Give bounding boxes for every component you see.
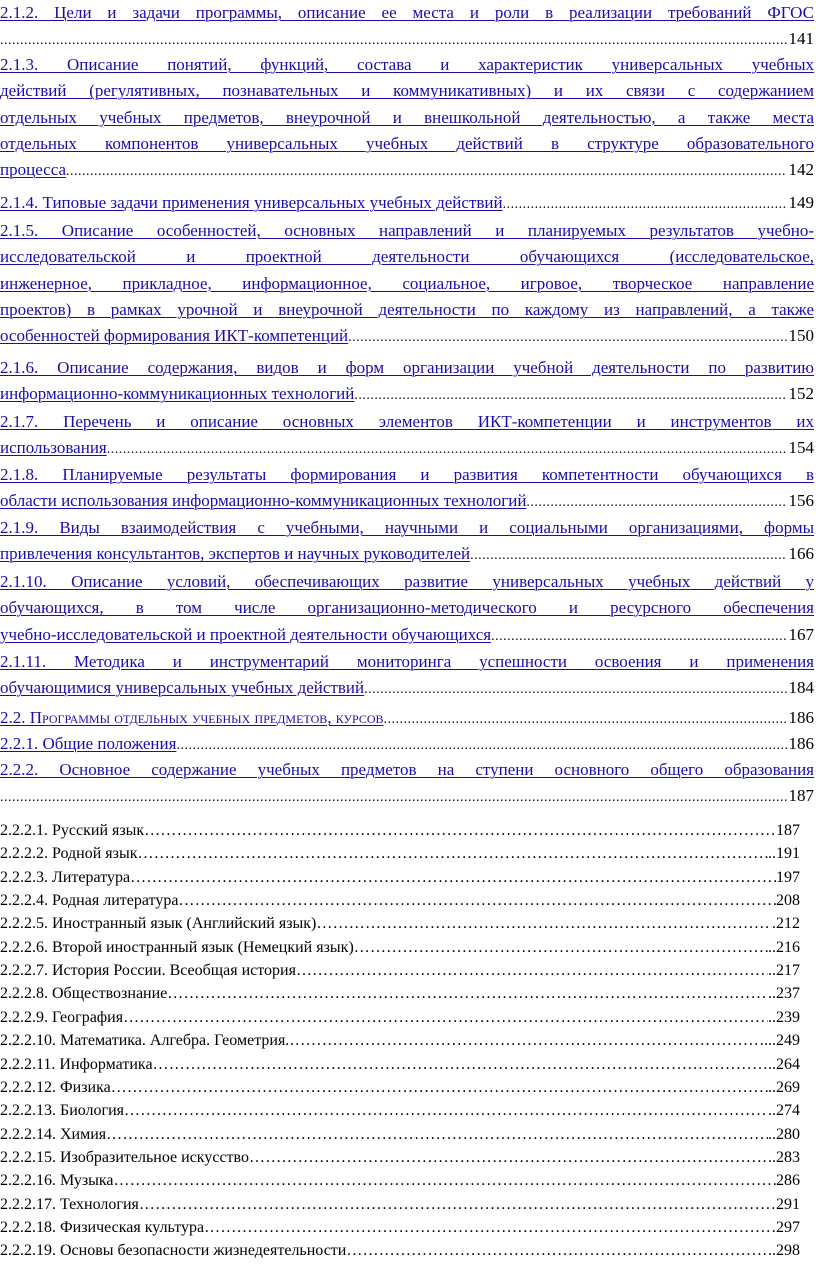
dot-leader: [138, 842, 768, 865]
page-number: 187: [776, 822, 800, 839]
toc-subject-label: 2.2.2.10. Математика. Алгебра. Геометрия.: [0, 1032, 290, 1050]
toc-subject-row: [0, 1193, 800, 1216]
page-number: 156: [788, 491, 814, 511]
toc-subject-row: [0, 1099, 800, 1122]
toc-entry-link[interactable]: [0, 757, 814, 812]
page-number: ..264: [768, 1055, 800, 1073]
toc-subject-label: 2.2.2.15. Изобразительное искусство: [0, 1148, 249, 1166]
page-number: .212: [772, 915, 800, 933]
dot-leader: [66, 159, 786, 185]
page-number: 187: [788, 786, 814, 806]
toc-subject-label: 2.2.2.12. Физика: [0, 1078, 111, 1096]
toc-entry-link[interactable]: [0, 649, 814, 704]
dot-leader: [354, 936, 768, 959]
dot-leader: [139, 1193, 776, 1216]
toc-subject-row: [0, 819, 800, 842]
toc-entry-line[interactable]: отдельных компонентов универсальных учебных действий в структуре образовательного: [0, 133, 814, 153]
toc-subject-label: 2.2.2.5. Иностранный язык (Английский язык): [0, 915, 317, 933]
toc-subject-row: [0, 912, 800, 935]
toc-entry-line[interactable]: 2.2.2. Основное содержание учебных предметов на ступени основного общего образования: [0, 760, 814, 779]
dot-leader: [167, 982, 768, 1005]
page-number: 186: [788, 708, 814, 727]
toc-entry-leader-row: [0, 157, 814, 185]
dot-leader: [348, 325, 786, 351]
dot-leader: [316, 912, 772, 935]
toc-entry-line[interactable]: 2.1.5. Описание особенностей, основных направлений и планируемых результатов учебно-: [0, 221, 814, 240]
toc-subject-label: 2.2.2.9. География: [0, 1008, 124, 1026]
toc-subject-row: [0, 959, 800, 982]
toc-entry-leader-row: [0, 731, 814, 759]
dot-leader: [114, 1169, 776, 1192]
toc-entry-leader-row: [0, 783, 814, 811]
toc-entry-line[interactable]: 2.1.2. Цели и задачи программы, описание ее места и роли в реализации требований ФГОС: [0, 3, 814, 22]
dot-leader: [296, 959, 768, 982]
toc-entry-leader-row: [0, 26, 814, 54]
toc-subject-row: [0, 889, 800, 912]
dot-leader: [0, 785, 787, 811]
toc-subject-row: [0, 1006, 800, 1029]
toc-entry-line[interactable]: 2.1.7. Перечень и описание основных элементов ИКТ-компетенции и инструментов их: [0, 412, 814, 431]
toc-entry-link[interactable]: [0, 462, 814, 517]
toc-entry-title[interactable]: 2.1.4. Типовые задачи применения универсальных учебных действий: [0, 193, 503, 212]
toc-entry-link[interactable]: [0, 515, 814, 570]
page-number: 297: [776, 1218, 800, 1236]
toc-subject-row: [0, 1076, 800, 1099]
toc-entry-leader-row: [0, 435, 814, 463]
page-number: ..280: [768, 1125, 800, 1143]
page-number: ..237: [768, 985, 800, 1003]
toc-entry-line[interactable]: исследовательской и проектной деятельности обучающихся (исследовательское,: [0, 247, 814, 267]
toc-entry-leader-row: [0, 381, 814, 409]
toc-entry-link[interactable]: [0, 52, 814, 185]
dot-leader: [111, 1076, 768, 1099]
toc-entry-title[interactable]: информационно-коммуникационных технологий: [0, 384, 355, 404]
dot-leader: [503, 192, 787, 218]
page-number: 149: [788, 193, 814, 212]
dot-leader: [178, 889, 776, 912]
toc-entry-line[interactable]: 2.1.9. Виды взаимодействия с учебными, научными и социальными организациями, формы: [0, 518, 814, 537]
toc-subject-row: [0, 866, 800, 889]
page-number: 141: [788, 29, 814, 49]
dot-leader: [123, 1006, 768, 1029]
page-number: 166: [788, 544, 814, 564]
toc-subject-label: 2.2.2.1. Русский язык: [0, 822, 145, 839]
dot-leader: [354, 383, 786, 409]
toc-entry-leader-row: [0, 622, 814, 650]
page-number: 184: [788, 678, 814, 698]
toc-subject-label: 2.2.2.18. Физическая культура: [0, 1218, 205, 1236]
toc-subject-label: 2.2.2.14. Химия: [0, 1125, 107, 1143]
toc-subject-label: 2.2.2.13. Биология: [0, 1102, 125, 1120]
toc-entry-leader-row: [0, 705, 814, 733]
dot-leader: [289, 1029, 764, 1052]
dot-leader: [470, 543, 786, 569]
page-number: ..283: [768, 1148, 800, 1166]
dot-leader: [107, 437, 787, 463]
page-number: ..217: [768, 962, 800, 980]
toc-subject-row: [0, 1216, 800, 1239]
dot-leader: [130, 866, 776, 889]
toc-entry-line[interactable]: 2.1.11. Методика и инструментарий мониторинга успешности освоения и применения: [0, 652, 814, 671]
toc-subject-label: 2.2.2.7. История России. Всеобщая история: [0, 962, 296, 980]
toc-entry-link[interactable]: [0, 409, 814, 464]
toc-entry-title[interactable]: процесса: [0, 160, 67, 180]
toc-subject-label: 2.2.2.17. Технология: [0, 1195, 139, 1213]
toc-entry-line[interactable]: проектов) в рамках урочной и внеурочной деятельности по каждому из направлений, а также: [0, 299, 814, 319]
dot-leader: [153, 1053, 768, 1076]
dot-leader: [384, 707, 787, 733]
toc-entry-title[interactable]: 2.2.1. Общие положения: [0, 734, 177, 753]
dot-leader: [124, 1099, 768, 1122]
toc-subject-row: [0, 1029, 800, 1052]
page-number: ..239: [768, 1008, 800, 1026]
toc-subject-row: [0, 936, 800, 959]
dot-leader: [204, 1216, 776, 1239]
toc-entry-link[interactable]: [0, 355, 814, 410]
dot-leader: [144, 819, 776, 842]
toc-entry-title[interactable]: 2.2. Программы отдельных учебных предметов, курсов: [0, 708, 384, 727]
page-number: 154: [788, 438, 814, 458]
page-number: 186: [788, 734, 814, 753]
toc-entry-leader-row: [0, 488, 814, 516]
page-number: 152: [788, 384, 814, 404]
toc-subject-label: 2.2.2.16. Музыка: [0, 1172, 114, 1190]
page-number: 197: [776, 868, 800, 886]
page-number: 208: [776, 892, 800, 910]
toc-entry-leader-row: [0, 190, 814, 218]
toc-entry-title[interactable]: области использования информационно-коммуникационных технологий: [0, 491, 527, 511]
dot-leader: [346, 1239, 768, 1262]
toc-entry-line[interactable]: 2.1.3. Описание понятий, функций, состава и характеристик универсальных учебных: [0, 55, 814, 74]
toc-entry-link[interactable]: [0, 190, 814, 218]
toc-entry-title[interactable]: привлечения консультантов, экспертов и научных руководителей: [0, 544, 471, 564]
toc-subject-label: 2.2.2.11. Информатика: [0, 1055, 153, 1073]
toc-entry-line[interactable]: отдельных учебных предметов, внеурочной и внешкольной деятельностью, а также места: [0, 107, 814, 127]
toc-entry-link[interactable]: [0, 0, 814, 55]
page-number: ..298: [768, 1242, 800, 1260]
toc-entry-leader-row: [0, 323, 814, 351]
dot-leader: [249, 1146, 768, 1169]
page-number: ..216: [768, 938, 800, 956]
toc-entry-line[interactable]: 2.1.10. Описание условий, обеспечивающих развитие универсальных учебных действий у: [0, 572, 814, 591]
toc-subject-row: [0, 1169, 800, 1192]
dot-leader: [0, 28, 787, 54]
dot-leader: [364, 677, 786, 703]
toc-entry-line[interactable]: инженерное, прикладное, информационное, социальное, игровое, творческое направление: [0, 273, 814, 293]
toc-subject-label: 2.2.2.19. Основы безопасности жизнедеятельности: [0, 1242, 347, 1260]
toc-entry-line[interactable]: действий (регулятивных, познавательных и коммуникативных) и их связи с содержанием: [0, 81, 814, 101]
dot-leader: [176, 733, 786, 759]
page-number: ..274: [768, 1102, 800, 1120]
toc-entry-line[interactable]: 2.1.8. Планируемые результаты формирования и развития компетентности обучающихся в: [0, 465, 814, 484]
toc-entry-title[interactable]: обучающимися универсальных учебных действий: [0, 678, 365, 698]
page-number: ...249: [764, 1032, 800, 1050]
page-number: ..269: [768, 1078, 800, 1096]
toc-subject-row: [0, 1123, 800, 1146]
dot-leader: [106, 1123, 768, 1146]
dot-leader: [491, 624, 786, 650]
page-number: ..191: [768, 845, 800, 863]
toc-subject-row: [0, 982, 800, 1005]
toc-entry-leader-row: [0, 541, 814, 569]
toc-entry-link[interactable]: [0, 569, 814, 650]
toc-entry-title[interactable]: учебно-исследовательской и проектной деятельности обучающихся: [0, 624, 492, 644]
toc-entry-title[interactable]: использования: [0, 438, 107, 458]
page-number: 142: [788, 160, 814, 180]
toc-subject-row: [0, 1239, 800, 1262]
toc-entry-leader-row: [0, 675, 814, 703]
toc-entry-link[interactable]: [0, 731, 814, 759]
toc-subject-label: 2.2.2.3. Литература: [0, 868, 131, 886]
toc-subject-label: 2.2.2.2. Родной язык: [0, 845, 138, 863]
toc-subject-label: 2.2.2.6. Второй иностранный язык (Немецкий язык): [0, 938, 354, 956]
toc-subject-row: [0, 842, 800, 865]
page-number: 291: [776, 1195, 800, 1213]
toc-entry-link[interactable]: [0, 218, 814, 351]
page-number: 150: [788, 326, 814, 346]
toc-entry-title[interactable]: особенностей формирования ИКТ-компетенций: [0, 326, 349, 346]
toc-entry-line[interactable]: обучающихся, в том числе организационно-методического и ресурсного обеспечения: [0, 598, 814, 618]
toc-subject-label: 2.2.2.4. Родная литература: [0, 892, 179, 910]
toc-subject-row: [0, 1053, 800, 1076]
toc-entry-line[interactable]: 2.1.6. Описание содержания, видов и форм организации учебной деятельности по развитию: [0, 358, 814, 377]
page-number: 286: [776, 1172, 800, 1190]
toc-entry-link[interactable]: [0, 705, 814, 733]
toc-subject-row: [0, 1146, 800, 1169]
toc-subject-label: 2.2.2.8. Обществознание: [0, 985, 168, 1003]
dot-leader: [526, 490, 786, 516]
page-number: 167: [788, 624, 814, 644]
